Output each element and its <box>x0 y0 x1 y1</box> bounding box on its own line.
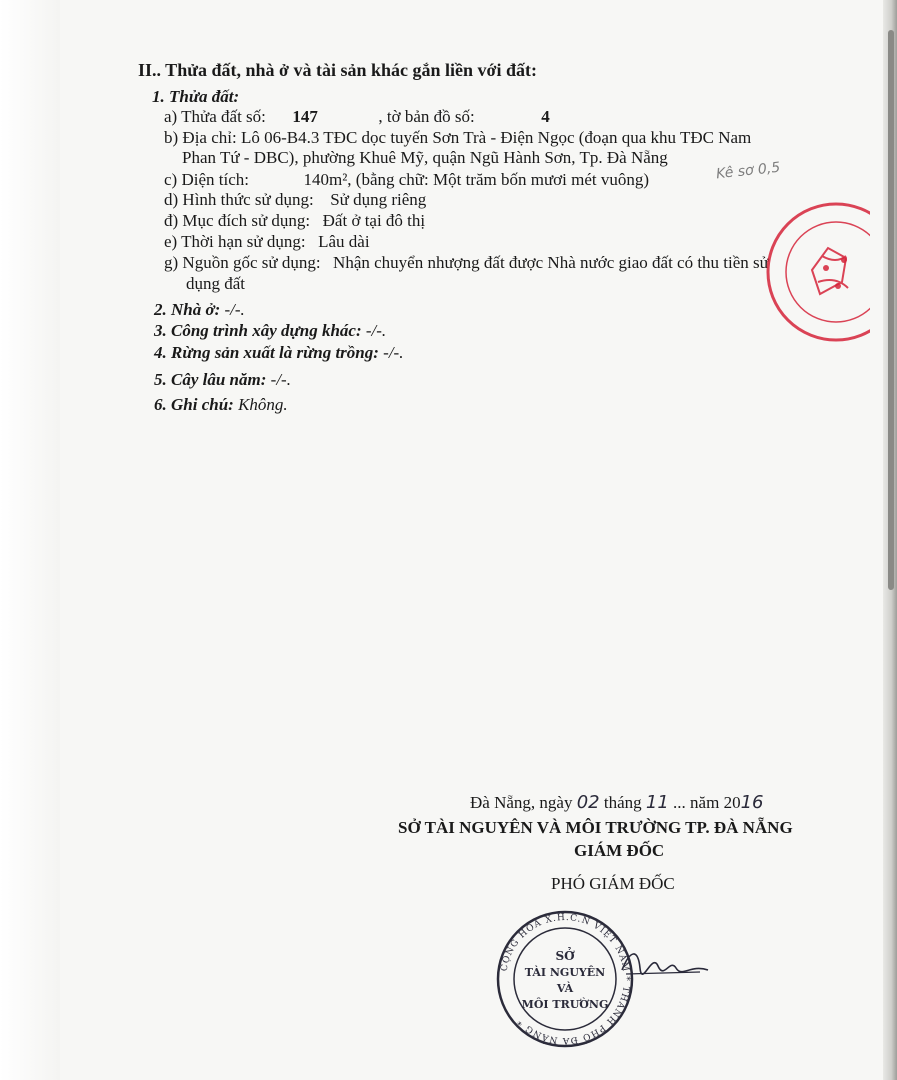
item-forest-value: -/-. <box>383 343 404 362</box>
usage-form-label: d) Hình thức sử dụng: <box>164 190 314 209</box>
item-construction-value: -/-. <box>365 321 387 340</box>
department-seal-stamp <box>494 908 636 1050</box>
item-note <box>154 395 288 415</box>
address-value-1: Lô 06-B4.3 TĐC dọc tuyến Sơn Trà - Điện Ngọc (đoạn qua khu TĐC Nam <box>240 128 752 147</box>
dept-seal-line4: MÔI TRƯỜNG <box>521 998 609 1011</box>
origin-value-1: Nhận chuyển nhượng đất được Nhà nước giao đất có thu tiền sử <box>333 253 769 272</box>
deputy-director-title: PHÓ GIÁM ĐỐC <box>551 874 675 893</box>
item-perennial-label: 5. Cây lâu năm: <box>154 370 267 389</box>
ward-seal-stamp <box>752 200 870 350</box>
map-sheet-value: 4 <box>541 107 550 126</box>
date-year-suffix: 16 <box>740 792 764 813</box>
item-construction-label: 3. Công trình xây dựng khác: <box>154 321 362 340</box>
dept-seal-line2: TÀI NGUYÊN <box>524 966 606 979</box>
address-label: b) Địa chỉ: <box>164 128 237 147</box>
parcel-number-label: a) Thửa đất số: <box>164 107 266 126</box>
date-day: 02 <box>576 792 600 813</box>
usage-term-label: e) Thời hạn sử dụng: <box>164 232 306 251</box>
section-title: II.. Thửa đất, nhà ở và tài sản khác gắn liền với đất: <box>138 60 537 80</box>
item-forest <box>154 343 403 363</box>
item-house-label: 2. Nhà ở: <box>154 300 221 319</box>
item-house-value: -/-. <box>224 300 245 319</box>
area-value: 140m², (bằng chữ: Một trăm bốn mươi mét vuông) <box>303 170 650 189</box>
scroll-track[interactable] <box>883 0 897 1080</box>
parcel-number-value: 147 <box>292 107 318 126</box>
scrollbar-thumb[interactable] <box>888 30 894 590</box>
item-house <box>154 300 245 320</box>
origin-value-2: dụng đất <box>186 274 246 293</box>
item-perennial <box>154 370 291 390</box>
parcel-number-row <box>164 107 550 127</box>
date-month-label: tháng <box>603 793 642 812</box>
usage-purpose-label: đ) Mục đích sử dụng: <box>164 211 311 230</box>
signing-date: Đà Nẵng, ngày 02 tháng 11 ... năm 2016 <box>470 792 764 813</box>
date-month: 11 <box>645 792 669 813</box>
map-sheet-label: , tờ bản đồ số: <box>378 107 475 126</box>
area-label: c) Diện tích: <box>164 170 249 189</box>
date-year-prefix: 20 <box>723 793 741 812</box>
dept-seal-line3: VÀ <box>556 982 574 995</box>
dept-seal-line1: SỞ <box>555 949 575 963</box>
origin-label: g) Nguồn gốc sử dụng: <box>164 253 321 272</box>
date-year-label: năm <box>690 793 720 812</box>
parcel-heading: 1. Thửa đất: <box>152 87 240 106</box>
usage-purpose-value: Đất ở tại đô thị <box>322 211 426 230</box>
address-row <box>164 128 751 148</box>
department-name: SỞ TÀI NGUYÊN VÀ MÔI TRƯỜNG TP. ĐÀ NẴNG <box>398 818 793 837</box>
address-value-2: Phan Tứ - DBC), phường Khuê Mỹ, quận Ngũ Hành Sơn, Tp. Đà Nẵng <box>182 148 668 167</box>
director-title: GIÁM ĐỐC <box>574 841 665 860</box>
item-note-value: Không. <box>238 395 288 414</box>
usage-purpose-row <box>164 211 425 231</box>
date-prefix: Đà Nẵng, ngày <box>470 793 573 812</box>
item-forest-label: 4. Rừng sản xuất là rừng trồng: <box>154 343 379 362</box>
usage-term-row <box>164 232 370 252</box>
item-perennial-value: -/-. <box>270 370 291 389</box>
origin-row <box>164 253 769 273</box>
item-note-label: 6. Ghi chú: <box>154 395 234 414</box>
usage-term-value: Lâu dài <box>318 232 370 251</box>
handwritten-note: Kê sơ 0,5 <box>715 159 781 183</box>
signature-scribble <box>620 940 710 990</box>
dept-seal-ring-text: CỘNG HÒA X.H.C.N VIỆT NAM * THÀNH PHỐ ĐÀ NẴNG * <box>499 912 632 1046</box>
item-construction <box>154 321 386 341</box>
usage-form-row <box>164 190 426 210</box>
usage-form-value: Sử dụng riêng <box>330 190 427 209</box>
area-row <box>164 170 649 190</box>
